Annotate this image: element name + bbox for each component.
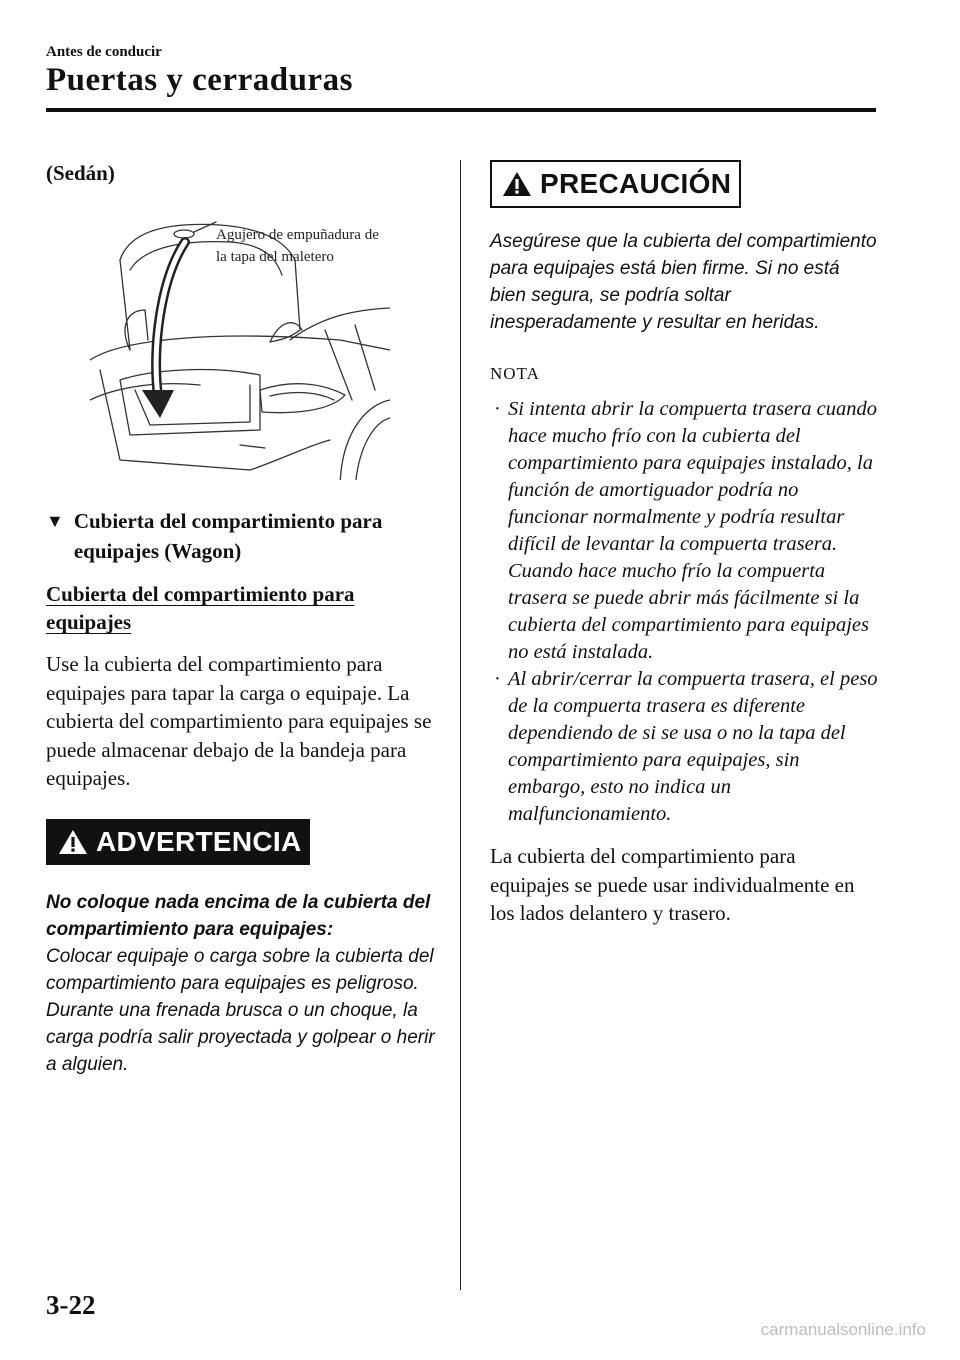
- body-paragraph: La cubierta del compartimiento para equipajes se puede usar individualmente en los lados delantero y trasero.: [490, 844, 855, 925]
- warning-label: ADVERTENCIA: [96, 825, 302, 857]
- callout-line-1: Agujero de empuñadura de: [216, 227, 379, 243]
- warning-triangle-icon: [58, 828, 88, 856]
- note-title: NOTA: [490, 364, 540, 383]
- chapter-title: Puertas y cerraduras: [46, 62, 353, 98]
- caution-label: PRECAUCIÓN: [540, 168, 732, 199]
- watermark[interactable]: carmanualsonline.info: [760, 1320, 926, 1339]
- note-list: [490, 396, 880, 828]
- trunk-illustration: [90, 200, 390, 480]
- page-number: 3-22: [46, 1290, 96, 1320]
- list-item: [490, 666, 880, 828]
- subsection-heading: [46, 506, 441, 566]
- list-item: [490, 396, 880, 666]
- variant-label: (Sedán): [46, 161, 115, 185]
- bullet-icon: ·: [494, 398, 501, 420]
- note-text: Al abrir/cerrar la compuerta trasera, el peso de la compuerta trasera es diferente dependiendo de si se usa o no la tapa del compartimiento para equipajes, sin embargo, esto no indica un malfuncionamiento.: [508, 668, 878, 825]
- callout-line-2: la tapa del maletero: [216, 249, 334, 265]
- section-label: Antes de conducir: [46, 44, 162, 60]
- left-column: [46, 160, 441, 1078]
- subsubsection-heading: [46, 580, 376, 636]
- triangle-marker-icon: ▼: [46, 511, 64, 531]
- caution-text: Asegúrese que la cubierta del compartimiento para equipajes está bien firme. Si no está bien segura, se podría soltar inesperadamente y resultar en heridas.: [490, 231, 877, 333]
- warning-text: Colocar equipaje o carga sobre la cubierta del compartimiento para equipajes es peligroso. Durante una frenada brusca o un choque, la carga podría salir proyectada y golpear o herir a alguien.: [46, 945, 435, 1075]
- body-paragraph: Use la cubierta del compartimiento para equipajes para tapar la carga o equipaje. La cubierta del compartimiento para equipajes se puede almacenar debajo de la bandeja para equipajes.: [46, 652, 432, 790]
- caution-triangle-icon: [502, 170, 532, 198]
- warning-lead: No coloque nada encima de la cubierta del compartimiento para equipajes:: [46, 891, 431, 940]
- column-divider: [460, 160, 461, 1290]
- note-text: Si intenta abrir la compuerta trasera cuando hace mucho frío con la cubierta del compartimiento para equipajes instalado, la función de amortiguador podría no funcionar normalmente y podría resultar difícil de levantar la compuerta trasera. Cuando hace mucho frío la compuerta trasera se puede abrir más fácilmente si la cubierta del compartimiento para equipajes no está instalada.: [508, 398, 877, 663]
- caution-banner: [490, 160, 741, 208]
- subsubsection-title: Cubierta del compartimiento para equipajes: [46, 582, 355, 634]
- warning-banner: [46, 819, 310, 865]
- header-rule: [46, 108, 876, 112]
- right-column: [490, 160, 880, 928]
- subsection-title: Cubierta del compartimiento para equipajes (Wagon): [73, 509, 383, 563]
- figure-callout: [216, 224, 416, 268]
- bullet-icon: ·: [494, 668, 501, 690]
